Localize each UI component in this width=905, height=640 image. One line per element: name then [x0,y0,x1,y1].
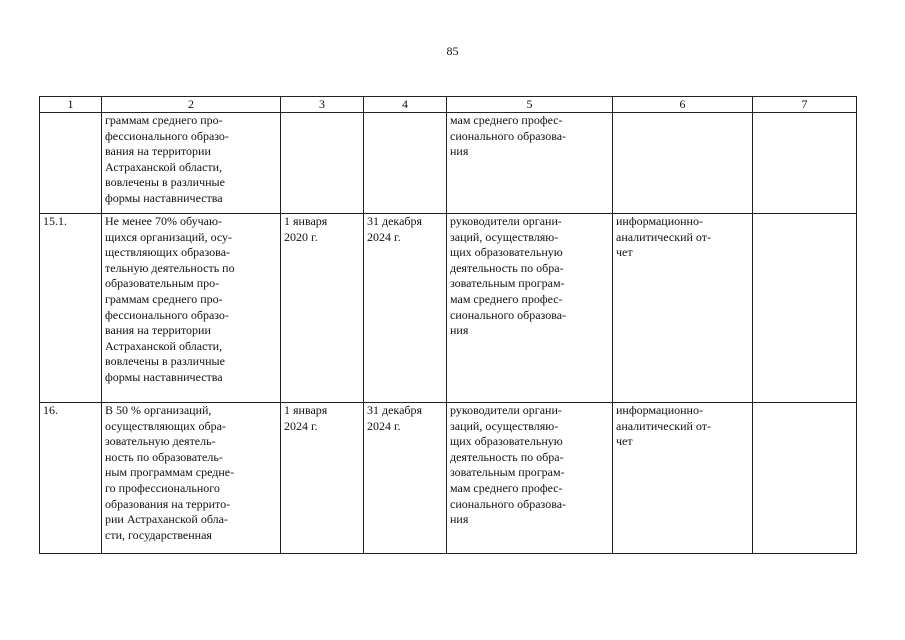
end-date: 31 декабря 2024 г. [364,214,447,403]
note-cell [753,214,857,403]
responsible-parties: руководители органи- заций, осуществляю- щих образовательную деятельность по обра- зовательным програм- мам среднего профес- сионального образова- ния [447,403,613,554]
item-number [40,113,102,214]
responsible-parties: мам среднего профес- сионального образова- ния [447,113,613,214]
event-description: Не менее 70% обучаю- щихся организаций, осу- ществляющих образова- тельную деятельность по образовательным про- граммам среднего про- фессионального образо- вания на территории Астраханской области, вовлечены в различные формы наставничества [102,214,281,403]
item-number: 15.1. [40,214,102,403]
note-cell [753,403,857,554]
table-row [40,214,857,403]
start-date: 1 января 2024 г. [281,403,364,554]
responsible-parties: руководители органи- заций, осуществляю- щих образовательную деятельность по обра- зовательным програм- мам среднего профес- сионального образова- ния [447,214,613,403]
table-row [40,113,857,214]
page-number: 85 [446,44,459,58]
column-number: 2 [102,97,281,113]
event-description: В 50 % организаций, осуществляющих обра- зовательную деятель- ность по образователь- ным программам средне- го профессионального образования на террито- рии Астраханской обла- сти, государственная [102,403,281,554]
note-cell [753,113,857,214]
result-type: информационно- аналитический от- чет [613,403,753,554]
event-description: граммам среднего про- фессионального образо- вания на территории Астраханской области, вовлечены в различные формы наставничества [102,113,281,214]
start-date [281,113,364,214]
column-number: 3 [281,97,364,113]
item-number: 16. [40,403,102,554]
column-number: 4 [364,97,447,113]
column-number: 5 [447,97,613,113]
start-date: 1 января 2020 г. [281,214,364,403]
end-date: 31 декабря 2024 г. [364,403,447,554]
column-number: 7 [753,97,857,113]
plan-table [39,96,857,554]
column-number-row [40,97,857,113]
result-type: информационно- аналитический от- чет [613,214,753,403]
result-type [613,113,753,214]
table-row [40,403,857,554]
end-date [364,113,447,214]
column-number: 6 [613,97,753,113]
column-number: 1 [40,97,102,113]
